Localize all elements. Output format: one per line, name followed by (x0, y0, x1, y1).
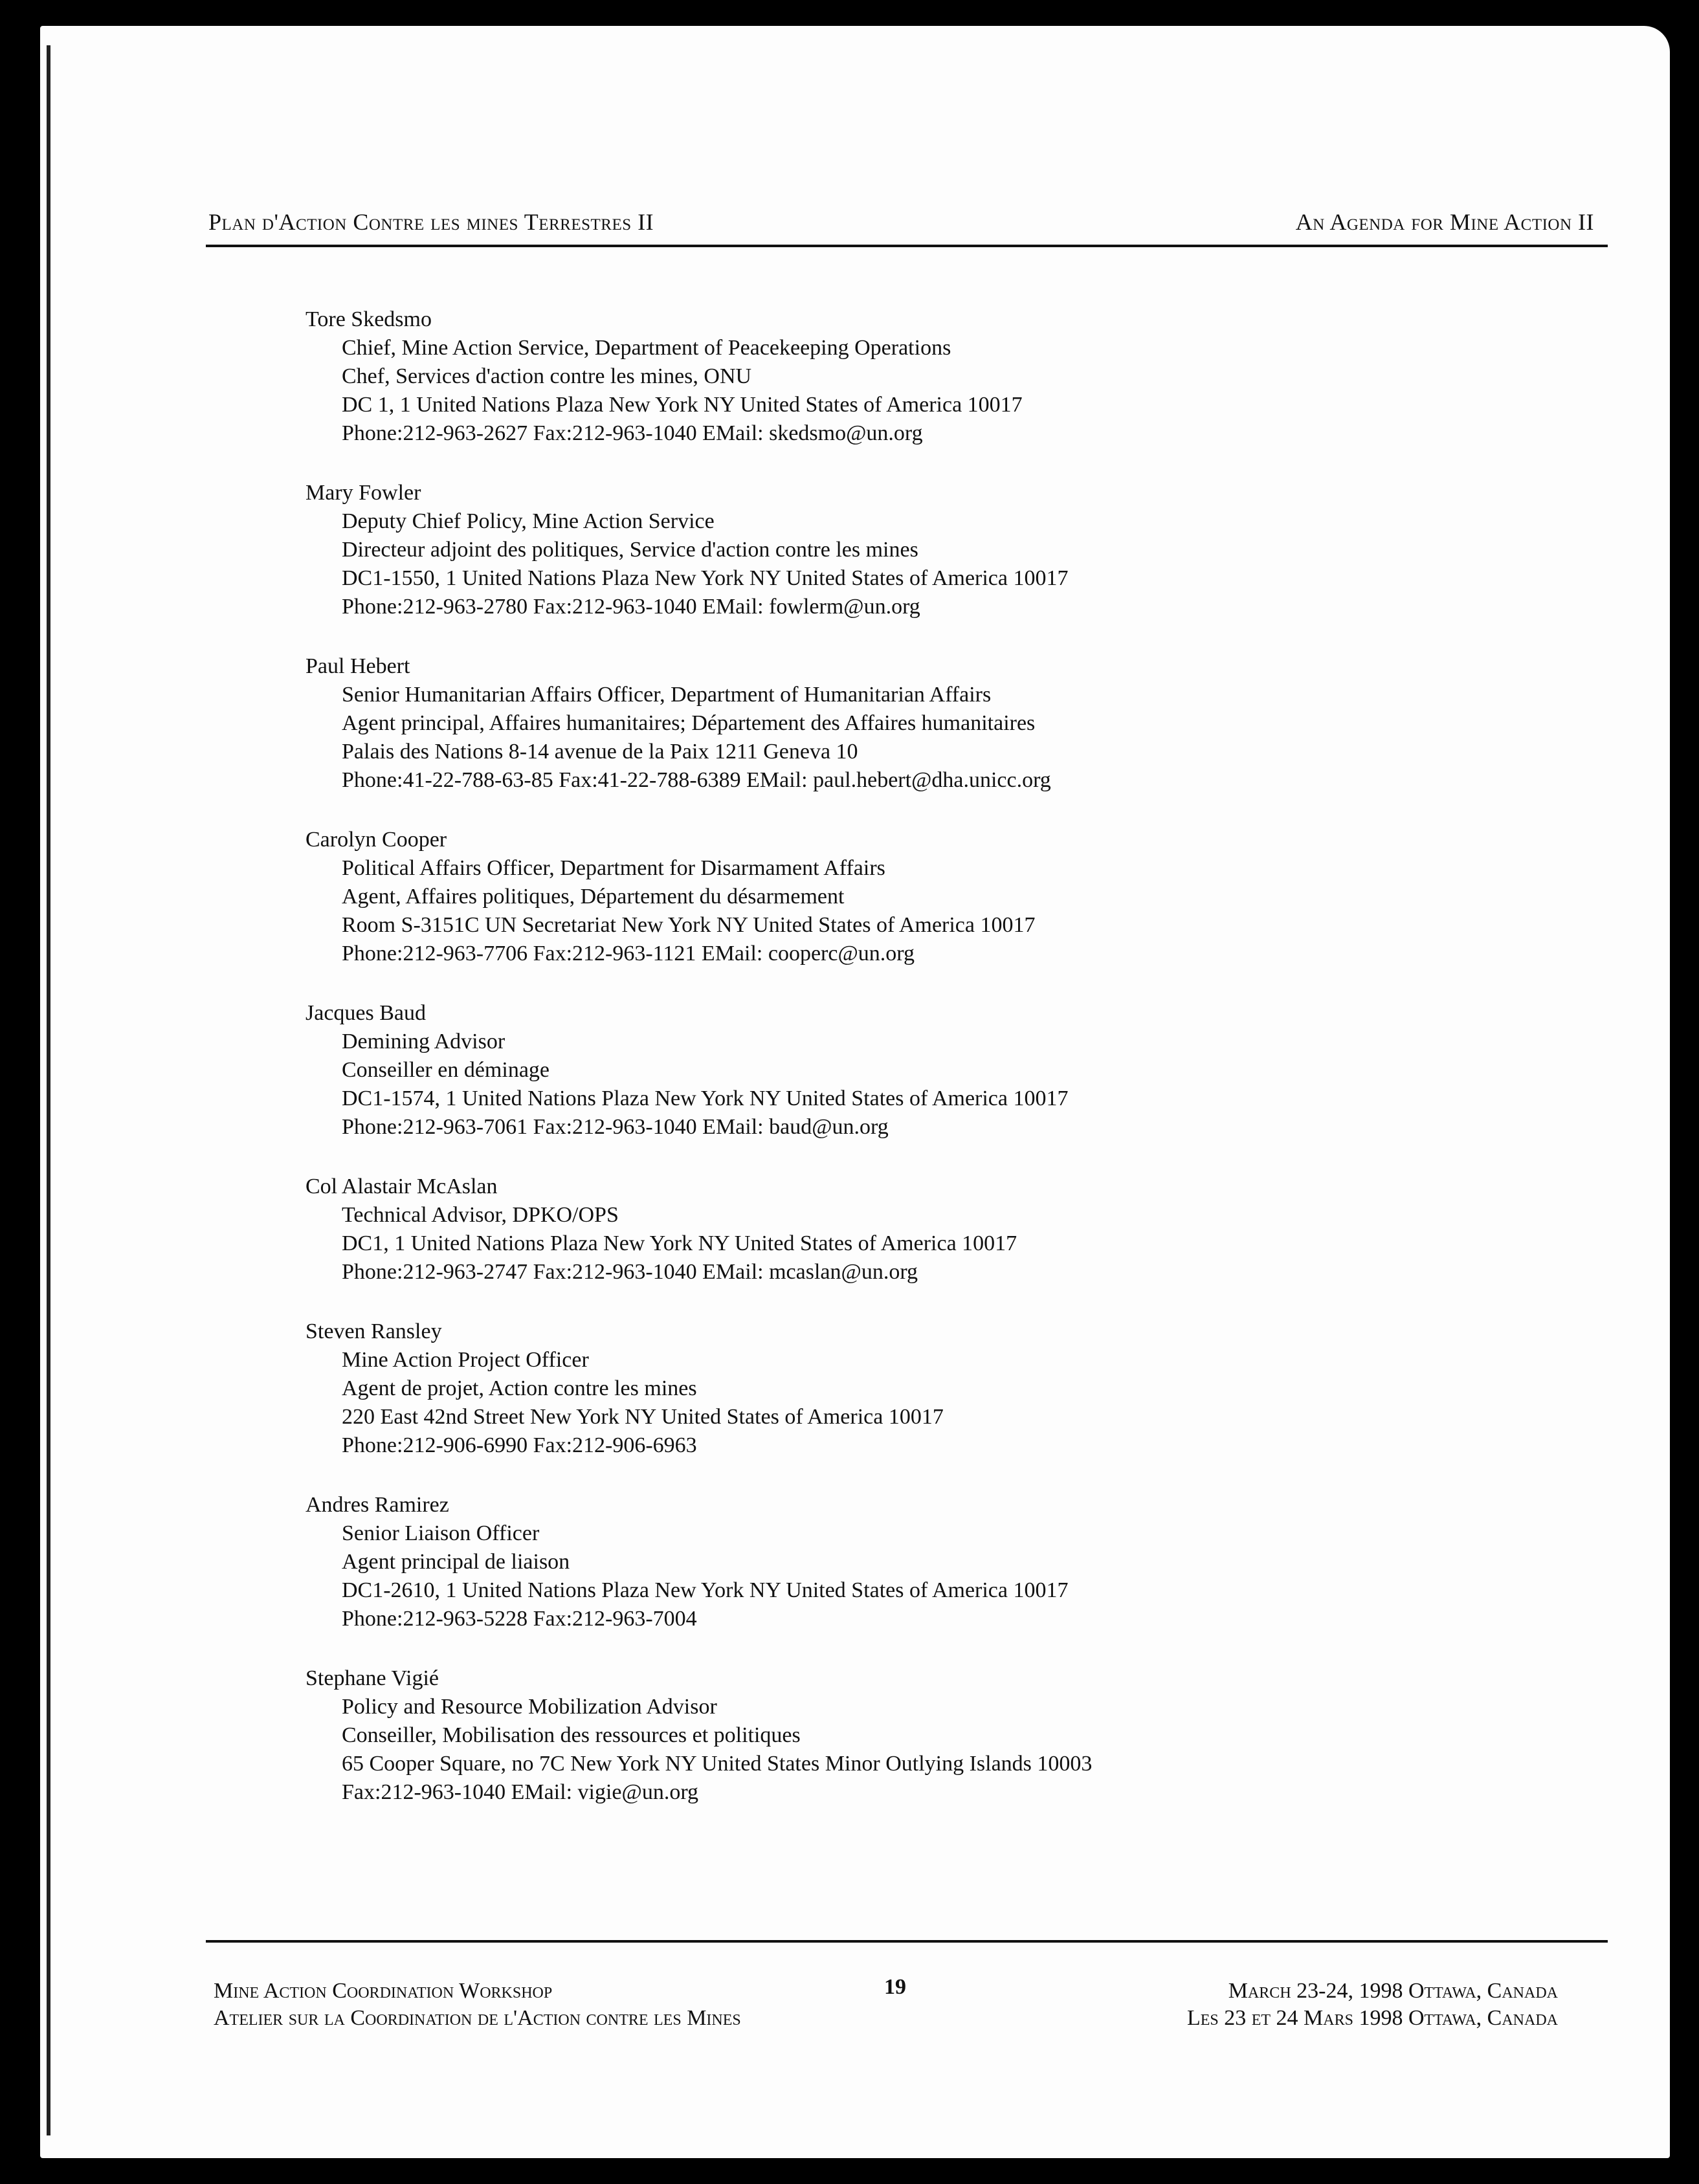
contact-entry (305, 1491, 1535, 1633)
contact-detail-line: DC1-1550, 1 United Nations Plaza New York NY United States of America 10017 (342, 566, 1069, 590)
contact-name: Andres Ramirez (305, 1493, 449, 1517)
contact-name: Steven Ransley (305, 1319, 442, 1343)
footer-date-english: March 23-24, 1998 Ottawa, Canada (1228, 1979, 1558, 2003)
contact-entry (305, 1664, 1535, 1807)
contact-detail-line: Policy and Resource Mobilization Advisor (342, 1695, 717, 1719)
contact-name: Jacques Baud (305, 1001, 427, 1025)
contact-detail-line: Deputy Chief Policy, Mine Action Service (342, 509, 715, 533)
footer-workshop-title (214, 1978, 741, 2032)
contact-detail-line: Agent principal, Affaires humanitaires; Département des Affaires humanitaires (342, 711, 1036, 735)
footer-workshop-english: Mine Action Coordination Workshop (214, 1979, 553, 2003)
contact-name: Col Alastair McAslan (305, 1175, 498, 1198)
contact-entry (305, 1318, 1535, 1460)
contact-detail-line: Agent, Affaires politiques, Département du désarmement (342, 885, 845, 909)
contact-detail-line: Senior Liaison Officer (342, 1521, 540, 1545)
contact-detail-line: Phone:212-963-7061 Fax:212-963-1040 EMail: baud@un.org (342, 1115, 889, 1139)
contact-detail-line: 65 Cooper Square, no 7C New York NY United States Minor Outlying Islands 10003 (342, 1752, 1093, 1776)
contact-entry (305, 652, 1535, 795)
contact-detail-line: Palais des Nations 8-14 avenue de la Paix 1211 Geneva 10 (342, 740, 858, 764)
page-number: 19 (884, 1975, 906, 1999)
binding-edge (47, 45, 50, 2135)
contact-name: Carolyn Cooper (305, 828, 447, 852)
header-english-title: An Agenda for Mine Action II (1295, 209, 1594, 235)
contact-detail-line: Mine Action Project Officer (342, 1348, 589, 1372)
contact-detail-line: DC1, 1 United Nations Plaza New York NY United States of America 10017 (342, 1231, 1017, 1255)
contact-detail-line: Phone:212-963-2747 Fax:212-963-1040 EMail: mcaslan@un.org (342, 1260, 918, 1284)
footer-divider (206, 1940, 1608, 1943)
contact-detail-line: DC1-2610, 1 United Nations Plaza New York NY United States of America 10017 (342, 1578, 1069, 1602)
contact-entry (305, 305, 1535, 448)
contact-detail-line: Phone:41-22-788-63-85 Fax:41-22-788-6389 EMail: paul.hebert@dha.unicc.org (342, 768, 1051, 792)
contact-detail-line: Political Affairs Officer, Department for Disarmament Affairs (342, 856, 885, 880)
contact-detail-line: Technical Advisor, DPKO/OPS (342, 1203, 619, 1227)
contact-list (305, 305, 1535, 1838)
contact-detail-line: Phone:212-963-7706 Fax:212-963-1121 EMail: cooperc@un.org (342, 942, 915, 965)
contact-entry (305, 826, 1535, 968)
footer-workshop-french: Atelier sur la Coordination de l'Action contre les Mines (214, 2006, 741, 2030)
contact-detail-line: 220 East 42nd Street New York NY United States of America 10017 (342, 1405, 944, 1429)
contact-detail-line: Phone:212-963-2627 Fax:212-963-1040 EMail: skedsmo@un.org (342, 421, 923, 445)
contact-detail-line: Directeur adjoint des politiques, Service d'action contre les mines (342, 538, 918, 562)
contact-detail-line: Demining Advisor (342, 1030, 505, 1053)
header-divider (206, 245, 1608, 247)
contact-detail-line: DC1-1574, 1 United Nations Plaza New York NY United States of America 10017 (342, 1086, 1069, 1110)
contact-detail-line: Phone:212-906-6990 Fax:212-906-6963 (342, 1433, 697, 1457)
contact-name: Mary Fowler (305, 481, 421, 505)
contact-detail-line: Senior Humanitarian Affairs Officer, Department of Humanitarian Affairs (342, 683, 992, 707)
footer-date-location (1187, 1978, 1558, 2032)
header-french-title: Plan d'Action Contre les mines Terrestres II (208, 209, 654, 235)
contact-detail-line: Chef, Services d'action contre les mines, ONU (342, 364, 752, 388)
contact-entry (305, 1173, 1535, 1286)
contact-detail-line: Conseiller, Mobilisation des ressources et politiques (342, 1723, 801, 1747)
contact-detail-line: Agent de projet, Action contre les mines (342, 1376, 697, 1400)
contact-detail-line: Phone:212-963-2780 Fax:212-963-1040 EMail: fowlerm@un.org (342, 595, 920, 619)
contact-entry (305, 479, 1535, 621)
contact-detail-line: Phone:212-963-5228 Fax:212-963-7004 (342, 1607, 697, 1631)
footer-date-french: Les 23 et 24 Mars 1998 Ottawa, Canada (1186, 2006, 1558, 2030)
contact-detail-line: Room S-3151C UN Secretariat New York NY United States of America 10017 (342, 913, 1036, 937)
contact-name: Tore Skedsmo (305, 307, 432, 331)
contact-detail-line: Chief, Mine Action Service, Department of Peacekeeping Operations (342, 336, 951, 360)
contact-entry (305, 999, 1535, 1142)
contact-detail-line: DC 1, 1 United Nations Plaza New York NY United States of America 10017 (342, 393, 1023, 417)
contact-detail-line: Fax:212-963-1040 EMail: vigie@un.org (342, 1780, 699, 1804)
contact-detail-line: Conseiller en déminage (342, 1058, 550, 1082)
contact-name: Stephane Vigié (305, 1666, 439, 1690)
contact-detail-line: Agent principal de liaison (342, 1550, 570, 1574)
contact-name: Paul Hebert (305, 654, 410, 678)
